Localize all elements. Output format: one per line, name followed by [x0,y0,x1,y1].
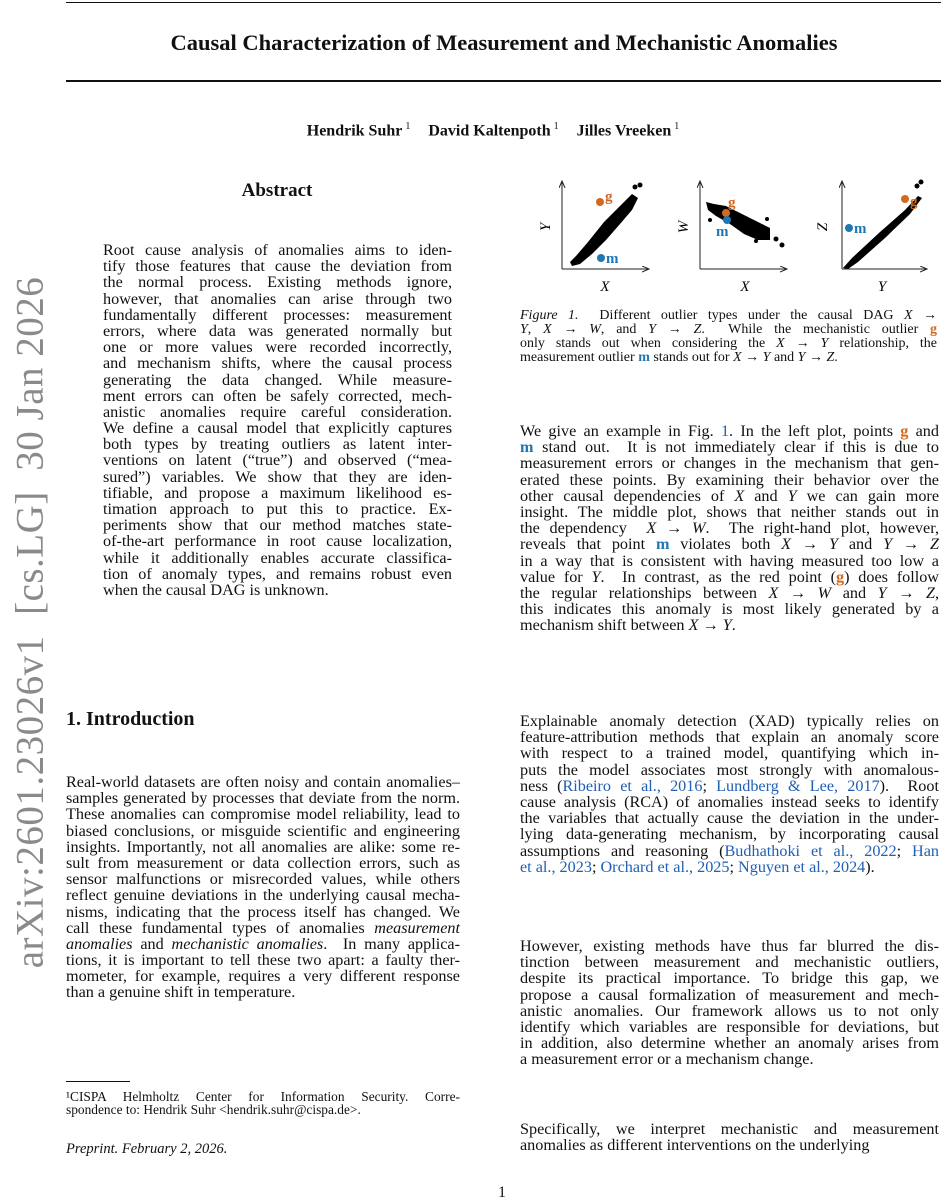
y-axis-label: W [676,220,692,234]
text-segment: mechanism shift between [520,616,689,635]
outlier-m-ref: m [520,438,534,457]
body-paragraph [520,936,939,1069]
figure-label: Figure 1. [520,308,579,323]
text-segment: other causal dependencies of [520,486,735,505]
text-segment: → [912,308,937,323]
text-line [520,437,939,457]
text-line [66,918,460,937]
text-segment: and [831,583,878,602]
text-line: than a genuine shift in temperature. [66,983,296,1002]
text-segment: the regular relationships between [520,583,769,602]
text-line: and mechanism shifts, where the causal process [103,354,452,373]
text-line: timation approach to put this to practice. Ex- [103,500,452,518]
text-line: tifiable, and propose a maximum likelihood es- [103,483,452,502]
text-line: the variables that actually cause the deviation in the under- [520,809,939,828]
text-line: nisms, indicating that the process itself has changed. We [66,902,460,921]
math-variable: X [781,535,792,554]
text-line: tions, it is important to tell these two apart: a faulty ther- [66,951,460,970]
text-segment: → [784,336,821,351]
text-segment: → [886,583,926,602]
text-line: insights. Importantly, not all anomalies are alike: some re- [66,837,460,856]
text-segment: value for [520,567,592,586]
text-line [520,486,940,505]
text-line: lying data-generating mechanism, by incorporating causal [520,825,939,844]
body-paragraph [520,711,940,876]
text-line [520,335,937,349]
text-segment: stands out for [649,350,734,365]
math-variable: X [688,616,699,635]
text-segment: → [791,535,829,554]
math-variable: W [589,322,601,337]
text-line [520,421,939,440]
affiliation-mark: 1 [553,121,559,132]
text-segment: and [837,535,884,554]
footnote-rule [66,1081,130,1082]
math-variable: X [903,308,913,323]
text-segment: and [770,350,798,365]
text-segment: ; [591,857,601,876]
text-line [520,776,939,795]
text-line: both types by treating outliers as latent inter- [103,435,452,454]
text-line: insight. The middle plot, shows that neither stands out in [520,502,939,521]
outlier-g-label: g [605,189,613,205]
math-variable: Y [648,322,656,337]
math-variable: Y [828,535,838,554]
x-axis-label: Y [877,279,887,295]
x-axis-label: X [740,279,750,295]
abstract-text [103,240,452,599]
text-segment: → [656,519,692,538]
text-line [520,534,939,554]
intro-paragraph [66,772,460,1002]
text-segment: the dependency [520,519,647,538]
preprint-date: Preprint. February 2, 2026. [66,1141,228,1157]
text-segment: only stands out when considering the [520,336,777,351]
text-line [520,583,940,602]
text-line: of-the-art performance in root cause localization, [103,532,452,551]
math-variable: Y [877,583,887,602]
text-line: sensor malfunctions or misrecorded values, while others [66,870,460,889]
text-line: feature-attribution methods that explain an anomaly score [520,728,939,747]
text-line: this indicates this anomaly is most likely generated by a [520,600,939,619]
scatter-plot-x-y [538,182,648,295]
math-variable: Y [722,616,732,635]
affiliation-mark: 1 [405,121,411,132]
math-variable: X [543,322,552,337]
text-segment: stand out. It is not immediately clear if this is due to [533,438,939,457]
outlier-m-label: m [606,251,619,267]
text-segment: . In contrast, as the red point ( [600,567,837,586]
text-line: samples generated by processes that deviate from the norm. [66,789,460,808]
text-segment: ). [865,857,875,876]
math-variable: Y [883,535,893,554]
text-segment: → [805,350,827,365]
text-line [520,567,939,586]
outlier-g-label: g [910,194,918,210]
text-segment: ; [896,841,913,860]
text-segment: . In many applica- [323,934,460,953]
math-variable: Y [797,350,806,365]
text-line: mometer, for example, requires a very different response [66,967,460,986]
text-line: spondence to: Hendrik Suhr <hendrik.suhr@cispa.de>. [66,1102,361,1118]
text-line: sured”) variables. We show that they are iden- [103,467,452,486]
text-segment: → [655,322,694,337]
citation-link[interactable]: Orchard et al., 2025 [600,857,730,876]
text-segment: → [892,535,930,554]
math-variable: mechanistic anomalies [171,934,324,953]
citation-link[interactable]: Nguyen et al., 2024 [738,857,866,876]
math-variable: Z [925,583,935,602]
text-line: We define a causal model that explicitly captures [103,419,452,438]
math-variable: Z [693,322,702,337]
math-variable: anomalies [66,934,133,953]
text-line: sult from measurement or data collection errors, such as [66,853,460,872]
text-line: propose a causal formalization of measurement and mech- [520,985,939,1004]
text-segment: , and [600,322,649,337]
text-segment: relationship, the [828,336,938,351]
math-variable: Z [826,350,835,365]
text-line: errors, where data was generated normally but [103,321,452,340]
citation-link[interactable]: 1 [720,422,730,440]
author: Hendrik Suhr [306,122,403,140]
text-line: However, existing methods have thus far blurred the dis- [520,937,939,955]
text-line: in a way that is consistent with having measured too low a [520,551,939,570]
text-line: measurement errors or changes in the mechanism that gen- [520,454,939,473]
outlier-m-point [723,216,731,224]
citation-link[interactable]: Han [912,841,940,860]
text-segment: Different outlier types under the causal DAG [578,308,904,323]
text-segment: measurement outlier [520,350,639,365]
text-line: a measurement error or a mechanism change. [520,1050,814,1069]
body-paragraph [520,421,940,635]
text-segment: ) does follow [844,567,939,586]
title-rule [66,80,941,82]
text-segment: → [698,616,723,635]
math-variable: X [776,336,785,351]
text-line [520,841,940,860]
text-line: with respect to a trained model, quantifying which in- [520,744,939,763]
text-segment: reveals that point [520,535,656,554]
text-line: one or more values were recorded incorrectly, [103,338,452,357]
text-segment: , [527,322,544,337]
outlier-g-ref: g [930,322,938,337]
text-line: reflect genuine deviations in the underlying causal mecha- [66,886,460,905]
citation-link[interactable]: Ribeiro et al., 2016 [562,776,703,795]
text-segment: . The right-hand plot, however, [705,519,939,538]
text-segment: . In the left plot, points [729,422,901,440]
text-line: These anomalies can compromise model reliability, lead to [66,805,460,824]
citation-link[interactable]: Budhathoki et al., 2022 [724,841,897,860]
text-segment: ; [729,857,739,876]
text-segment: → [741,350,763,365]
text-line: tify those features that cause the deviation from [103,257,452,276]
scatter-plot-y-z [815,180,926,296]
text-segment: violates both [669,535,782,554]
body-paragraph [520,1119,939,1155]
text-segment: . [834,350,838,365]
text-line: Specifically, we interpret mechanistic and measurement [520,1120,939,1138]
outlier-g-label: g [728,195,736,211]
text-line: the normal process. Existing methods ignore, [103,273,452,292]
text-line [520,349,937,363]
text-line: erated these points. By examining their behavior over the [520,470,939,489]
y-axis-label: Y [538,222,554,232]
data-cloud [570,194,638,266]
citation-link[interactable]: et al., 2023 [520,857,592,876]
math-variable: Y [762,350,771,365]
text-line: tinction between measurement and mechanistic outliers, [520,953,939,972]
text-line: fundamentally different processes: measurement [103,305,452,324]
text-segment: → [551,322,590,337]
math-variable: Y [787,486,797,505]
math-variable: measurement [374,918,460,937]
paper-title: Causal Characterization of Measurement and Mechanistic Anomalies [170,30,838,55]
text-line: while it additionally enables accurate classifica- [103,548,452,567]
authors [0,121,941,140]
text-line: in addition, also determine whether an anomaly arises from [520,1034,939,1053]
x-axis-label: X [600,279,610,295]
math-variable: X [768,583,779,602]
text-segment: call these fundamental types of anomalies [66,918,375,937]
math-variable: X [733,350,742,365]
text-line: despite its practical importance. To bridge this gap, we [520,969,939,988]
text-segment: ; [702,776,717,795]
text-segment: we can gain more [796,486,940,505]
text-segment: ). Root [879,776,939,795]
text-line: Root cause analysis of anomalies aims to iden- [103,241,452,259]
math-variable: W [817,583,832,602]
outlier-m-ref: m [638,350,650,365]
text-segment: ness ( [520,776,563,795]
scatter-plot-x-w [676,182,786,295]
math-variable: Y [820,336,829,351]
text-segment: assumptions and reasoning ( [520,841,725,860]
text-line: Explainable anomaly detection (XAD) typically relies on [520,712,939,730]
outlier-m-ref: m [655,535,670,554]
text-line: anistic anomalies. Our framework allows us to not only [520,1001,939,1020]
text-line: Real-world datasets are often noisy and contain anomalies– [66,773,460,791]
text-segment: → [778,583,818,602]
math-variable: W [691,519,706,538]
text-segment: . While the mechanistic outlier [701,322,931,337]
text-line [520,307,937,321]
text-line: ment errors can often be safely corrected, mech- [103,386,452,405]
author: David Kaltenpoth [428,122,551,140]
text-segment: and [908,422,939,440]
affiliation-mark: 1 [674,121,680,132]
y-axis-label: Z [815,222,831,232]
top-rule [66,2,941,3]
text-line: however, that anomalies can arise through two [103,289,452,308]
text-segment: , [934,583,940,602]
text-line: tion of anomaly types, and remains robust even [103,564,452,583]
page-number: 1 [498,1184,506,1200]
text-segment: and [744,486,788,505]
arxiv-stamp: arXiv:2601.23026v1 [cs.LG] 30 Jan 2026 [8,276,52,969]
text-line: anistic anomalies require careful consideration. [103,402,452,421]
outlier-g-point [901,195,909,203]
text-line: puts the model associates most strongly with anomalous- [520,760,939,779]
math-variable: Y [520,322,528,337]
text-line: periments show that our method matches state- [103,516,452,535]
text-line: ¹CISPA Helmholtz Center for Information Security. Corre- [66,1089,460,1104]
figure-1 [520,170,941,300]
text-line: anomalies as different interventions on the underlying [520,1136,870,1155]
text-line [520,518,939,538]
outlier-g-ref: g [900,422,909,440]
footnote [66,1087,460,1118]
outlier-m-label: m [716,224,729,240]
text-line [66,934,460,953]
citation-link[interactable]: Lundberg & Lee, 2017 [716,776,880,795]
outlier-m-point [845,224,853,232]
math-variable: X [734,486,745,505]
text-line: generating the data changed. While measure- [103,370,452,389]
math-variable: Y [591,567,601,586]
math-variable: X [646,519,657,538]
text-segment: and [132,934,172,953]
text-segment: We give an example in Fig. [520,422,721,440]
text-line: biased conclusions, or misguide scientific and engineering [66,821,460,840]
text-line [520,321,937,335]
text-line: cause analysis (RCA) of anomalies instead seeks to identify [520,792,939,811]
outlier-g-ref: g [836,567,845,586]
text-segment: . [731,616,736,635]
text-line: identify which variables are responsible for deviations, but [520,1017,939,1036]
abstract-heading: Abstract [241,180,313,201]
figure-caption [520,307,937,363]
text-line: ventions on latent (“true”) and observed (“mea- [103,451,452,470]
outlier-m-label: m [854,221,867,237]
author: Jilles Vreeken [576,122,672,140]
outlier-m-point [597,254,605,262]
outlier-g-point [596,198,604,206]
section-heading-introduction: 1. Introduction [66,708,195,730]
text-line: when the causal DAG is unknown. [103,580,329,599]
math-variable: Z [929,535,939,554]
